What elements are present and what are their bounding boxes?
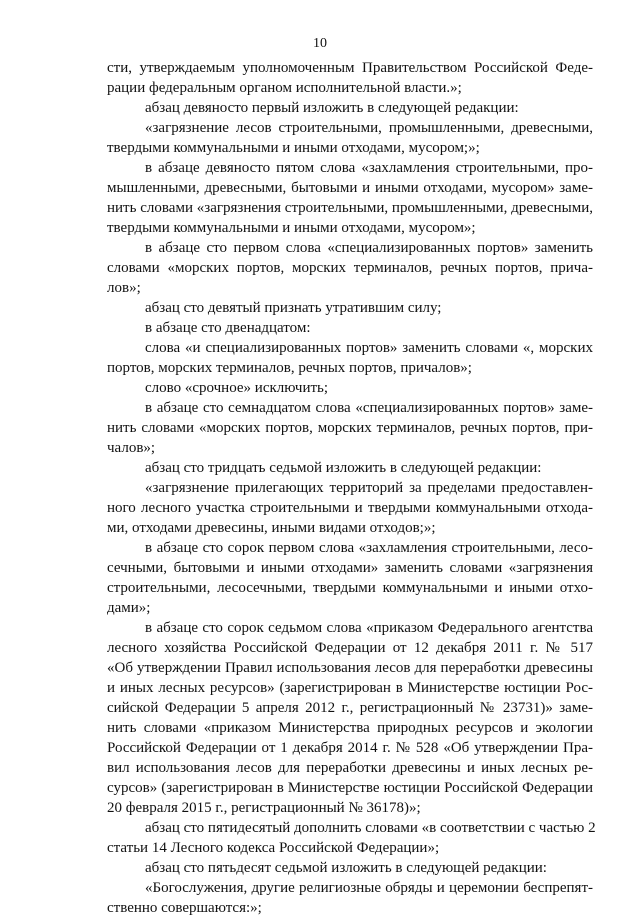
text-line: слова «и специализированных портов» заменить словами «, морских xyxy=(145,340,593,356)
text-line: дами»; xyxy=(107,600,151,616)
page-number: 10 xyxy=(313,36,327,51)
text-line: ственно совершаются:»; xyxy=(107,900,262,916)
text-line: абзац девяносто первый изложить в следующей редакции: xyxy=(145,100,519,116)
text-line: лов»; xyxy=(107,280,141,296)
text-line: абзац сто пятидесятый дополнить словами «в соответствии с частью 2 xyxy=(145,820,596,836)
text-line: в абзаце сто сорок седьмом слова «приказом Федерального агентства xyxy=(145,620,593,636)
text-line: лесного хозяйства Российской Федерации от 12 декабря 2011 г. № 517 xyxy=(107,640,593,656)
text-line: строительными, лесосечными, твердыми коммунальными и иными отхо- xyxy=(107,580,593,596)
text-line: твердыми коммунальными и иными отходами, мусором»; xyxy=(107,220,476,236)
text-line: нить словами «морских портов, морских терминалов, речных портов, при- xyxy=(107,420,593,436)
text-line: рации федеральным органом исполнительной власти.»; xyxy=(107,80,462,96)
text-line: слово «срочное» исключить; xyxy=(145,380,329,396)
text-line: в абзаце девяносто пятом слова «захламления строительными, про- xyxy=(145,160,593,176)
text-line: нить словами «загрязнения строительными, промышленными, древесными, xyxy=(107,200,593,216)
text-line: статьи 14 Лесного кодекса Российской Федерации»; xyxy=(107,840,440,856)
text-line: сийской Федерации 5 апреля 2012 г., регистрационный № 23731)» заме- xyxy=(107,700,593,716)
text-line: ми, отходами древесины, иными видами отходов;»; xyxy=(107,520,436,536)
text-line: «Об утверждении Правил использования лесов для переработки древесины xyxy=(107,660,593,676)
text-line: сурсов» (зарегистрирован в Министерстве юстиции Российской Федерации xyxy=(107,780,593,796)
text-line: сечными, бытовыми и иными отходами» заменить словами «загрязнения xyxy=(107,560,593,576)
text-line: в абзаце сто семнадцатом слова «специализированных портов» заме- xyxy=(145,400,593,416)
text-line: нить словами «приказом Министерства природных ресурсов и экологии xyxy=(107,720,593,736)
text-line: в абзаце сто сорок первом слова «захламления строительными, лесо- xyxy=(145,540,593,556)
text-line: в абзаце сто первом слова «специализированных портов» заменить xyxy=(145,240,593,256)
text-line: чалов»; xyxy=(107,440,156,456)
text-line: в абзаце сто двенадцатом: xyxy=(145,320,311,336)
text-line: словами «морских портов, морских терминалов, речных портов, прича- xyxy=(107,260,593,276)
text-line: твердыми коммунальными и иными отходами, мусором;»; xyxy=(107,140,480,156)
text-line: портов, морских терминалов, речных портов, причалов»; xyxy=(107,360,472,376)
text-line: сти, утверждаемым уполномоченным Правительством Российской Феде- xyxy=(107,60,593,76)
text-line: абзац сто девятый признать утратившим силу; xyxy=(145,300,442,316)
text-line: «загрязнение лесов строительными, промышленными, древесными, xyxy=(145,120,593,136)
text-line: «загрязнение прилегающих территорий за пределами предоставлен- xyxy=(145,480,593,496)
text-line: мышленными, древесными, бытовыми и иными отходами, мусором» заме- xyxy=(107,180,593,196)
text-line: 20 февраля 2015 г., регистрационный № 36178)»; xyxy=(107,800,421,816)
text-line: абзац сто тридцать седьмой изложить в следующей редакции: xyxy=(145,460,542,476)
text-line: Российской Федерации от 1 декабря 2014 г. № 528 «Об утверждении Пра- xyxy=(107,740,593,756)
text-line: абзац сто пятьдесят седьмой изложить в следующей редакции: xyxy=(145,860,547,876)
text-line: вил использования лесов для переработки древесины и иных лесных ре- xyxy=(107,760,593,776)
text-line: и иных лесных ресурсов» (зарегистрирован в Министерстве юстиции Рос- xyxy=(107,680,593,696)
document-body xyxy=(107,58,596,918)
text-line: ного лесного участка строительными и твердыми коммунальными отхода- xyxy=(107,500,593,516)
text-line: «Богослужения, другие религиозные обряды и церемонии беспрепят- xyxy=(145,880,593,896)
